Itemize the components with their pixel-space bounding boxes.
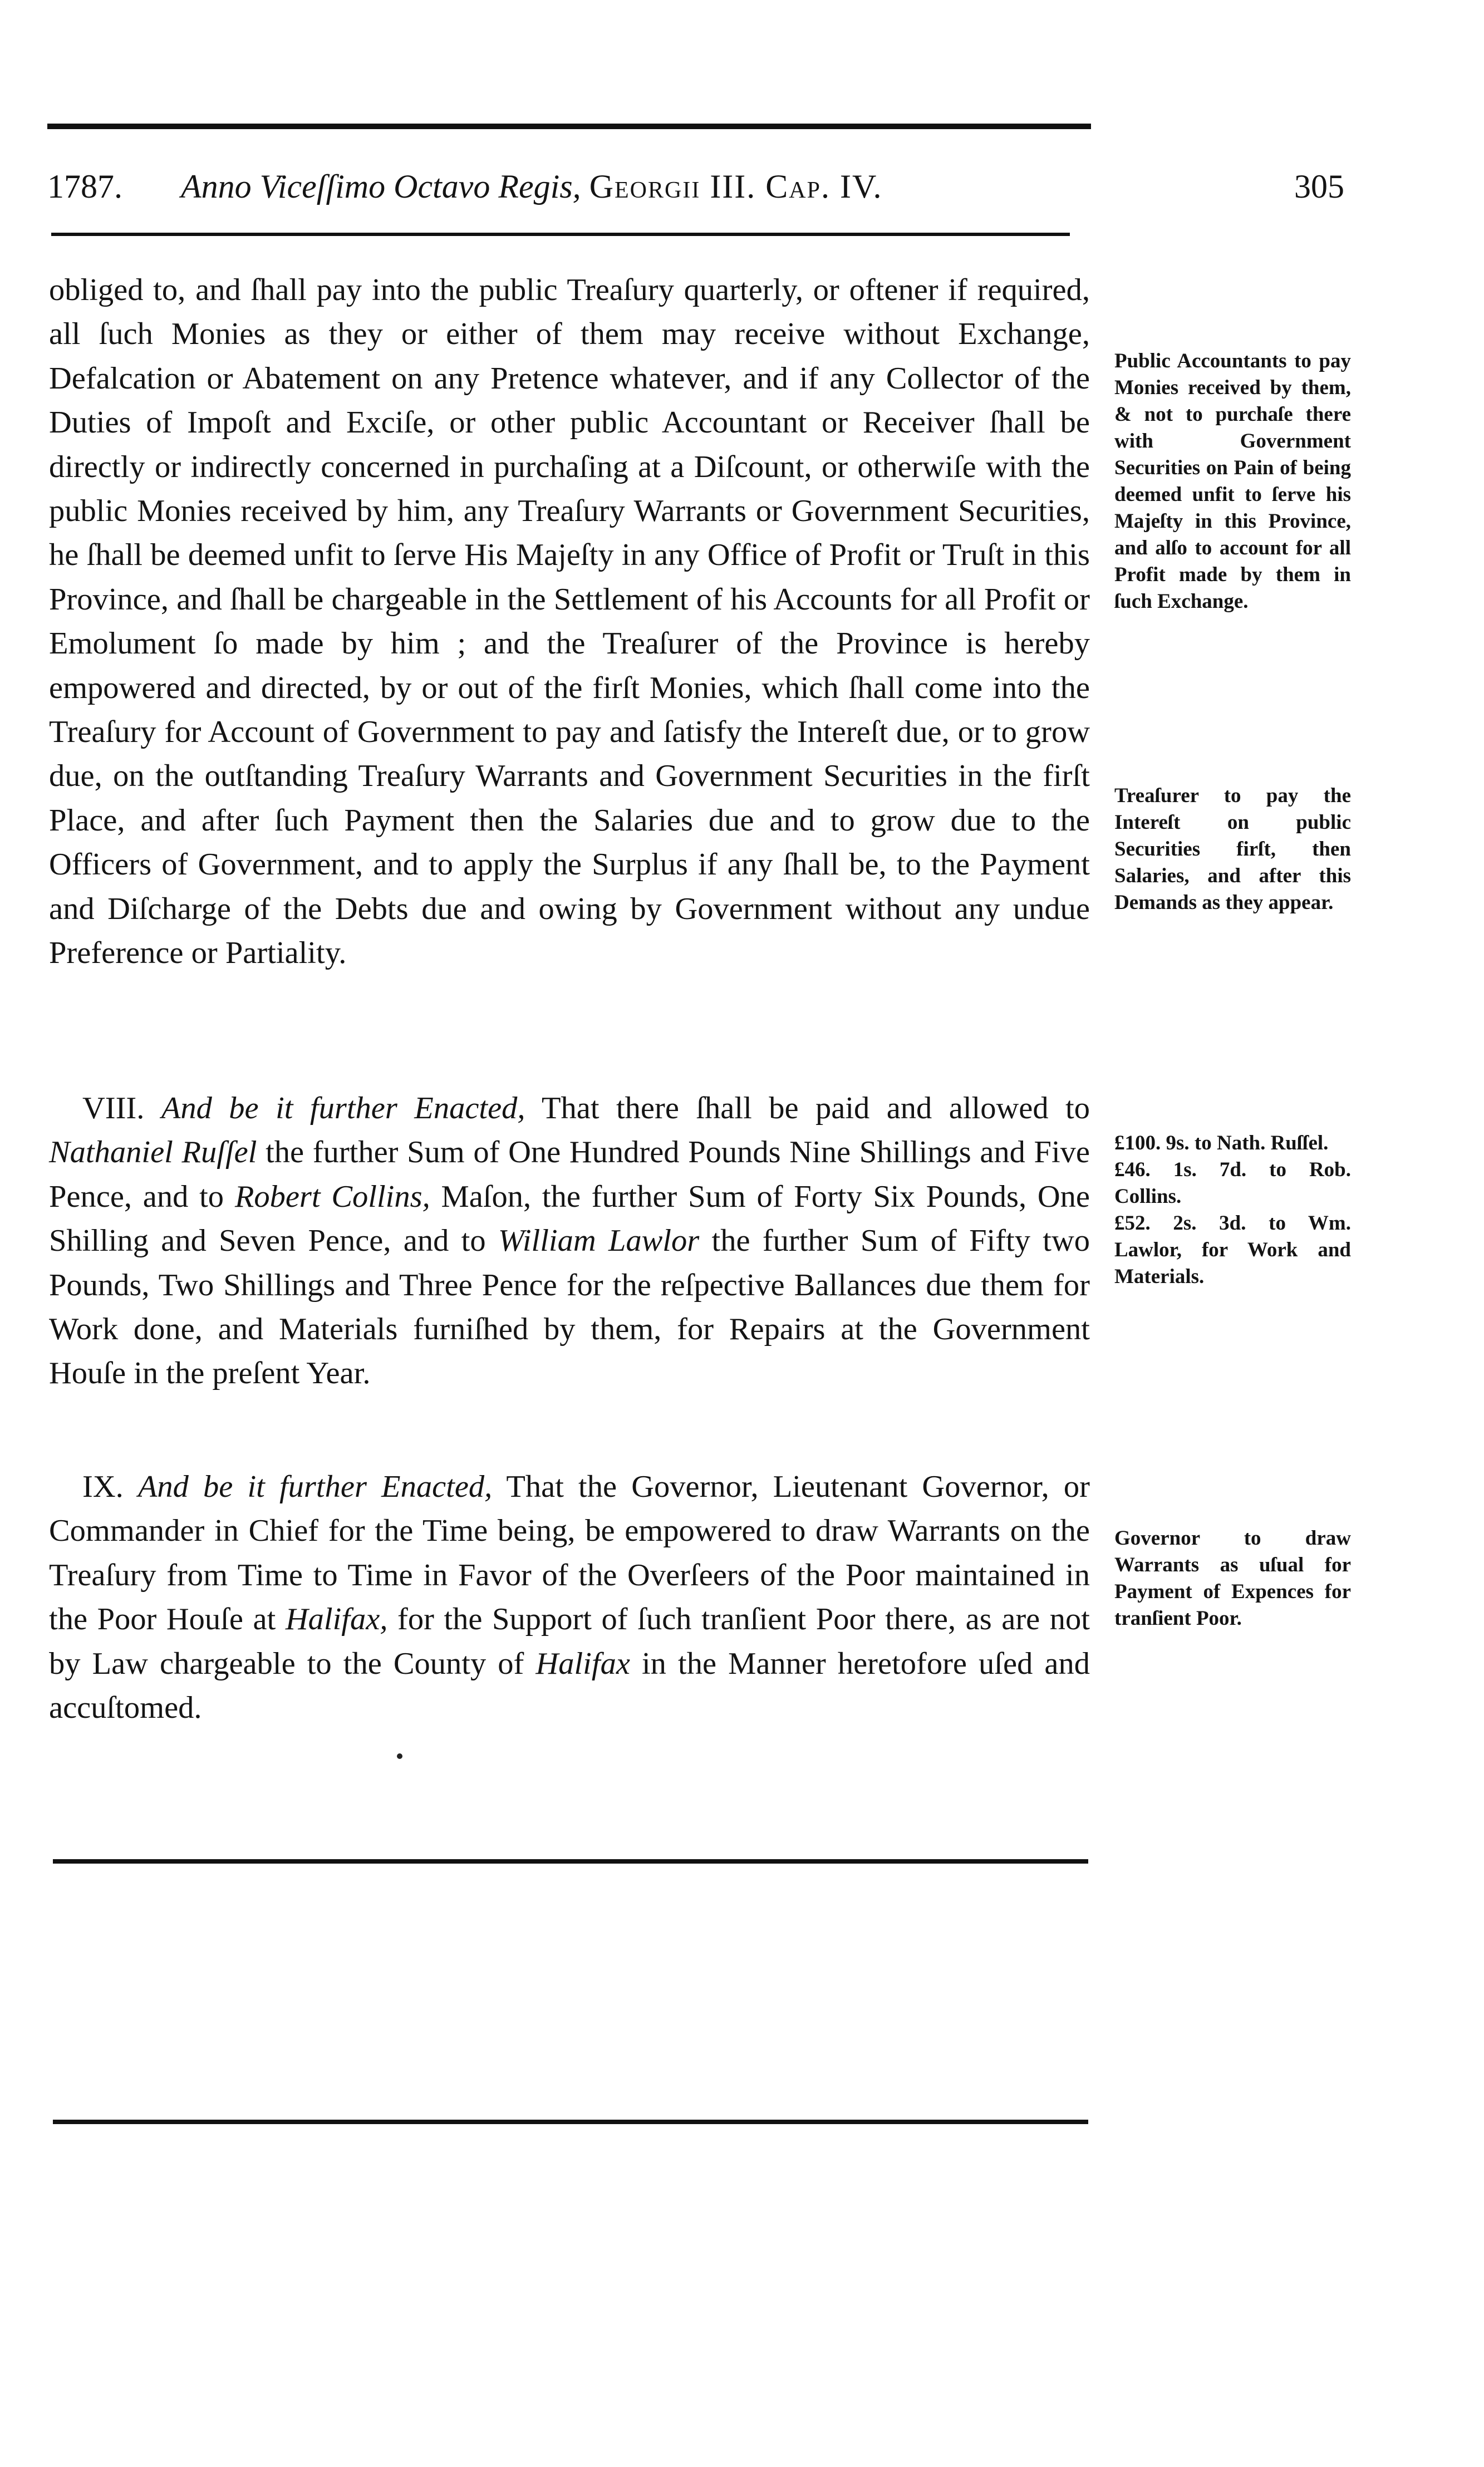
running-head-year: 1787. [47, 168, 122, 205]
ink-speck [397, 1753, 402, 1759]
bottom-rule [53, 2120, 1088, 2124]
paragraph-text: That the Governor, Lieutenant Governor, or Commander in Chief for the Time being, be empowered to draw Warrants on the Treaſury from Time to Time in Favor of the Overſeers of the Poor maintained in the Poor Houſe at [49, 1470, 1090, 1637]
paragraph-text: the further Sum of One Hundred Pounds Nine Shillings and Five Pence, and to [49, 1135, 1090, 1214]
place-name: Halifax [535, 1646, 630, 1681]
person-name: Robert Collins, [234, 1179, 430, 1214]
paragraph-text: for the Support of ſuch tranſient Poor there, as are not by Law chargeable to the County of [49, 1602, 1090, 1681]
header-rule [51, 233, 1070, 236]
margin-note-treasurer: Treaſurer to pay the Intereſt on public Securities firſt, then Salaries, and after this Demands as they appear. [1114, 784, 1351, 914]
running-head-chapter: Georgii III. Cap. IV. [589, 168, 883, 205]
margin-note-governor: Governor to draw Warrants as uſual for Payment of Expences for tranſient Poor. [1114, 1527, 1351, 1630]
paragraph-text: That there ſhall be paid and allowed to [525, 1091, 1090, 1126]
person-name: Nathaniel Ruſſel [49, 1135, 257, 1170]
paragraph-section-ix [49, 1465, 1090, 1730]
paragraph-text: in the Manner heretofore uſed and accuſtomed. [49, 1646, 1090, 1726]
paragraph-section-viii [49, 1087, 1090, 1396]
paragraph-text: Maſon, the further Sum of Forty Six Pounds, One Shilling and Seven Pence, and to [49, 1179, 1090, 1259]
place-name: Halifax, [285, 1602, 388, 1637]
page-number: 305 [1294, 168, 1344, 205]
person-name: William Lawlor [498, 1223, 700, 1259]
margin-note-accountants: Public Accountants to pay Monies received by them, & not to purchaſe there with Government Securities on Pain of being deemed unfit to ſerve his Majeſty in this Province, and alſo to account for all Profit made by them in ſuch Exchange. [1114, 350, 1351, 613]
running-head [47, 161, 1344, 212]
running-head-title [181, 161, 883, 212]
top-rule [47, 124, 1091, 129]
paragraph-text: the further Sum of Fifty two Pounds, Two Shillings and Three Pence for the reſpective Ballances due them for Work done, and Materials furniſhed by them, for Repairs at the Government Houſe in the preſent Year. [49, 1223, 1090, 1391]
paragraph-continued: obliged to, and ſhall pay into the public Treaſury quarterly, or oftener if required, all ſuch Monies as they or either of them may receive without Exchange, Defalcation or Abatement on any Pretence whatever, and if any Collector of the Duties of Impoſt and Exciſe, or other public Accountant or Receiver ſhall be directly or indirectly concerned in purchaſing at a Diſcount, or otherwiſe with the public Monies received by him, any Treaſury Warrants or Government Securities, he ſhall be deemed unfit to ſerve His Majeſty in any Office of Profit or Truſt in this Province, and ſhall be chargeable in the Settlement of his Accounts for all Profit or Emolument ſo made by him ; and the Treaſurer of the Province is hereby empowered and directed, by or out of the firſt Monies, which ſhall come into the Treaſury for Account of Government to pay and ſatisfy the Intereſt due, or to grow due, on the outſtanding Treaſury Warrants and Government Securities in the firſt Place, and after ſuch Payment then the Salaries due and to grow due to the Officers of Government, and to apply the Surplus if any ſhall be, to the Payment and Diſcharge of the Debts due and owing by Government without any undue Preference or Partiality. [49, 273, 1090, 971]
enacting-clause: And be it further Enacted, [161, 1091, 525, 1126]
section-number: VIII. [82, 1091, 145, 1126]
enacting-clause: And be it further Enacted, [137, 1470, 493, 1504]
margin-note-payments: £100. 9s. to Nath. Ruſſel. £46. 1s. 7d. to Rob. Collins. £52. 2s. 3d. to Wm. Lawlor, for Work and Materials. [1114, 1132, 1351, 1288]
closing-rule [53, 1859, 1088, 1864]
running-head-title-italic: Anno Viceſſimo Octavo Regis, [181, 168, 581, 205]
section-number: IX. [82, 1470, 124, 1504]
